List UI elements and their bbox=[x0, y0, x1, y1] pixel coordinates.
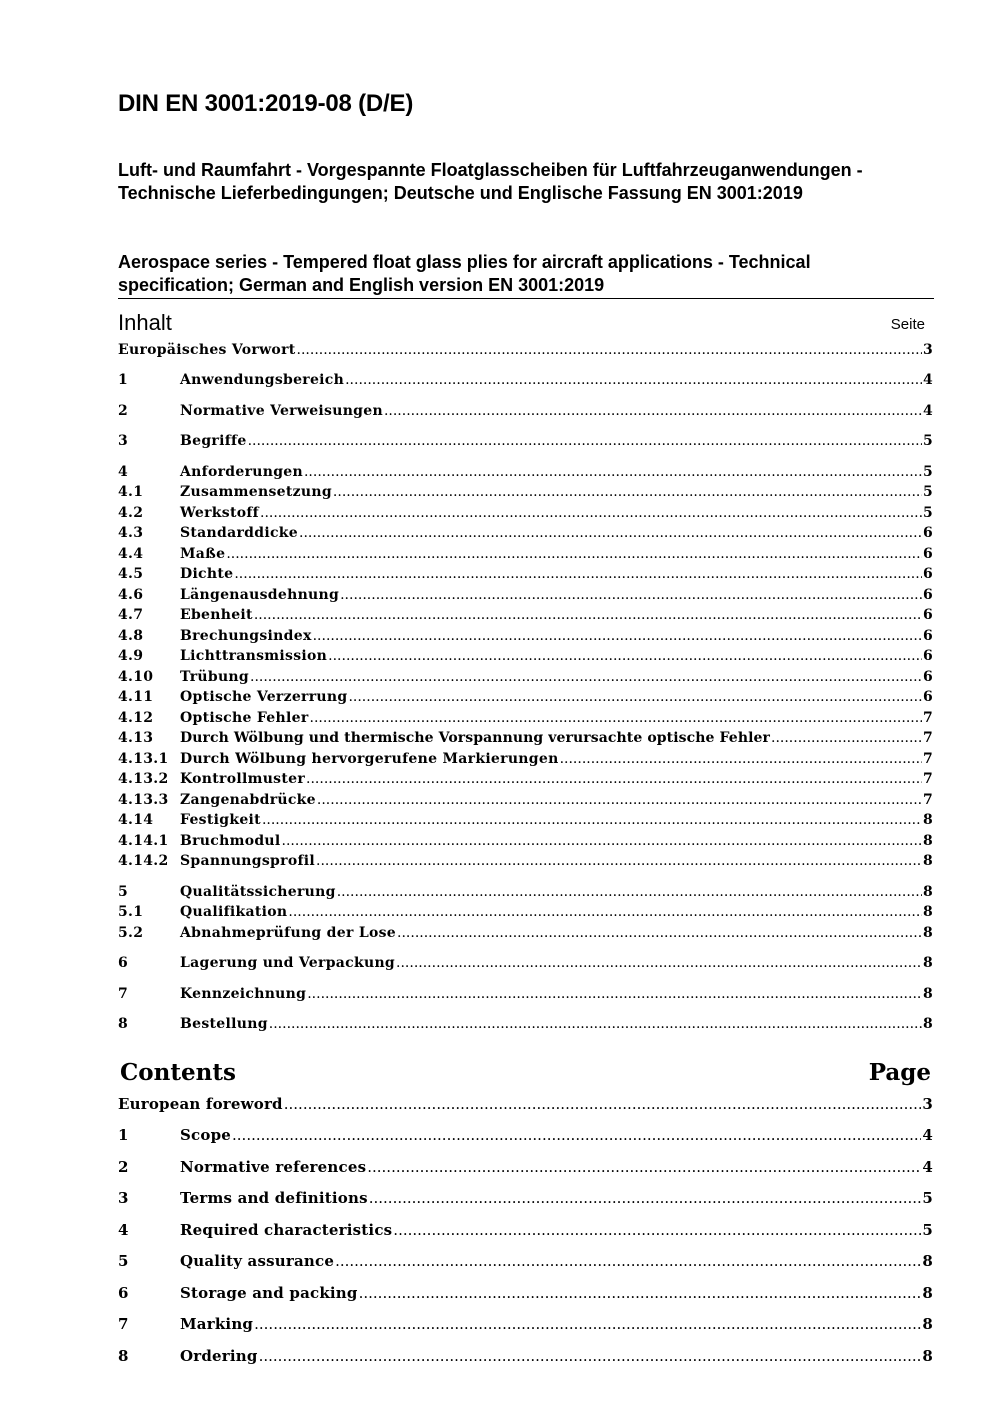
toc-entry-page: 7 bbox=[922, 751, 933, 767]
toc-entry-number: 4.14.2 bbox=[118, 853, 169, 869]
document-title: DIN EN 3001:2019-08 (D/E) bbox=[118, 90, 414, 117]
toc-entry-title: Brechungsindex bbox=[180, 628, 312, 644]
toc-entry-page: 8 bbox=[922, 904, 933, 920]
toc-entry-title: Optische Fehler bbox=[180, 710, 309, 726]
toc-entry[interactable] bbox=[118, 342, 933, 362]
toc-entry-title: Bestellung bbox=[180, 1016, 268, 1032]
toc-entry-page: 4 bbox=[922, 1126, 933, 1144]
toc-entry[interactable] bbox=[118, 546, 933, 566]
toc-entry-page: 8 bbox=[922, 1016, 933, 1032]
toc-entry-number: 5.1 bbox=[118, 904, 144, 920]
toc-entry-page: 3 bbox=[922, 1095, 933, 1113]
toc-entry[interactable] bbox=[118, 730, 933, 750]
toc-entry-number: 6 bbox=[118, 955, 129, 971]
toc-entry[interactable] bbox=[118, 648, 933, 668]
toc-entry-title: Begriffe bbox=[180, 433, 247, 449]
toc-entry[interactable] bbox=[118, 1189, 933, 1209]
toc-entry[interactable] bbox=[118, 484, 933, 504]
toc-entry[interactable] bbox=[118, 669, 933, 689]
toc-entry-title: Kontrollmuster bbox=[180, 771, 306, 787]
toc-entry-page: 8 bbox=[922, 833, 933, 849]
toc-leader-dots bbox=[254, 607, 922, 623]
toc-entry-page: 8 bbox=[922, 925, 933, 941]
toc-entry-title: Durch Wölbung hervorgerufene Markierungen bbox=[180, 751, 559, 767]
toc-leader-dots bbox=[771, 730, 922, 746]
toc-entry-page: 6 bbox=[922, 689, 933, 705]
toc-entry-number: 7 bbox=[118, 986, 129, 1002]
toc-entry-number: 3 bbox=[118, 1189, 129, 1207]
toc-entry-page: 6 bbox=[922, 607, 933, 623]
toc-leader-dots bbox=[369, 1189, 922, 1207]
toc-entry-number: 4 bbox=[118, 1221, 129, 1239]
toc-entry-title: Lichttransmission bbox=[180, 648, 328, 664]
toc-entry-page: 6 bbox=[922, 648, 933, 664]
toc-entry[interactable] bbox=[118, 812, 933, 832]
toc-entry[interactable] bbox=[118, 464, 933, 484]
toc-entry-title: Festigkeit bbox=[180, 812, 261, 828]
toc-entry-page: 7 bbox=[922, 771, 933, 787]
toc-entry-page: 6 bbox=[922, 669, 933, 685]
toc-entry-number: 8 bbox=[118, 1016, 129, 1032]
toc-leader-dots bbox=[359, 1284, 922, 1302]
toc-entry-title: Abnahmeprüfung der Lose bbox=[180, 925, 397, 941]
toc-entry[interactable] bbox=[118, 853, 933, 873]
toc-leader-dots bbox=[313, 628, 922, 644]
toc-entry[interactable] bbox=[118, 372, 933, 392]
toc-entry[interactable] bbox=[118, 525, 933, 545]
toc-entry-number: 4.6 bbox=[118, 587, 144, 603]
toc-entry[interactable] bbox=[118, 884, 933, 904]
toc-leader-dots bbox=[248, 433, 922, 449]
toc-leader-dots bbox=[232, 1126, 921, 1144]
toc-entry-number: 4.2 bbox=[118, 505, 144, 521]
toc-entry-title: Europäisches Vorwort bbox=[118, 342, 296, 358]
toc-entry-title: Werkstoff bbox=[180, 505, 259, 521]
toc-entry-number: 4.13.1 bbox=[118, 751, 169, 767]
toc-entry-number: 1 bbox=[118, 1126, 129, 1144]
toc-entry[interactable] bbox=[118, 505, 933, 525]
toc-entry-page: 8 bbox=[922, 986, 933, 1002]
toc-entry-number: 4.13.2 bbox=[118, 771, 169, 787]
toc-entry-number: 4.7 bbox=[118, 607, 144, 623]
toc-leader-dots bbox=[333, 484, 922, 500]
toc-leader-dots bbox=[254, 1315, 921, 1333]
toc-leader-dots bbox=[288, 904, 922, 920]
toc-entry-page: 7 bbox=[922, 710, 933, 726]
toc-entry-page: 6 bbox=[922, 628, 933, 644]
toc-leader-dots bbox=[226, 546, 922, 562]
toc-leader-dots bbox=[340, 587, 922, 603]
toc-leader-dots bbox=[234, 566, 922, 582]
toc-entry-title: Kennzeichnung bbox=[180, 986, 307, 1002]
toc-entry-page: 8 bbox=[922, 1252, 933, 1270]
toc-entry-title: Storage and packing bbox=[180, 1284, 358, 1302]
toc-leader-dots bbox=[297, 342, 922, 358]
toc-entry[interactable] bbox=[118, 433, 933, 453]
toc-entry-title: Bruchmodul bbox=[180, 833, 281, 849]
toc-entry[interactable] bbox=[118, 986, 933, 1006]
toc-entry-number: 4.11 bbox=[118, 689, 154, 705]
toc-entry-number: 4.9 bbox=[118, 648, 144, 664]
toc-entry-page: 6 bbox=[922, 525, 933, 541]
toc-entry-page: 8 bbox=[922, 1347, 933, 1365]
toc-leader-dots bbox=[259, 1347, 922, 1365]
toc-leader-dots bbox=[307, 986, 922, 1002]
toc-entry-title: Required characteristics bbox=[180, 1221, 393, 1239]
toc-entry[interactable] bbox=[118, 1016, 933, 1036]
toc-entry-page: 8 bbox=[922, 1284, 933, 1302]
toc-entry-number: 4.14 bbox=[118, 812, 154, 828]
toc-entry-number: 2 bbox=[118, 403, 129, 419]
toc-leader-dots bbox=[282, 833, 922, 849]
toc-entry[interactable] bbox=[118, 1284, 933, 1304]
toc-entry[interactable] bbox=[118, 751, 933, 771]
toc-entry[interactable] bbox=[118, 1252, 933, 1272]
toc-leader-dots bbox=[306, 771, 922, 787]
toc-entry[interactable] bbox=[118, 1221, 933, 1241]
toc-entry-number: 4.12 bbox=[118, 710, 154, 726]
toc-entry-title: Quality assurance bbox=[180, 1252, 335, 1270]
toc-de-page-label: Seite bbox=[890, 316, 925, 333]
toc-entry-number: 5 bbox=[118, 884, 129, 900]
toc-en-page-label: Page bbox=[868, 1059, 931, 1086]
header-divider bbox=[118, 298, 934, 299]
toc-entry[interactable] bbox=[118, 403, 933, 423]
toc-entry[interactable] bbox=[118, 1347, 933, 1367]
toc-entry-page: 8 bbox=[922, 955, 933, 971]
toc-entry[interactable] bbox=[118, 1158, 933, 1178]
toc-entry-number: 6 bbox=[118, 1284, 129, 1302]
toc-entry-page: 8 bbox=[922, 853, 933, 869]
toc-entry-page: 8 bbox=[922, 1315, 933, 1333]
toc-entry-number: 5.2 bbox=[118, 925, 144, 941]
toc-entry[interactable] bbox=[118, 1095, 933, 1115]
toc-entry-number: 3 bbox=[118, 433, 129, 449]
toc-entry-page: 6 bbox=[922, 587, 933, 603]
toc-entry-page: 8 bbox=[922, 812, 933, 828]
toc-entry-number: 4.5 bbox=[118, 566, 144, 582]
toc-leader-dots bbox=[262, 812, 922, 828]
toc-entry-title: Zangenabdrücke bbox=[180, 792, 316, 808]
toc-entry-page: 6 bbox=[922, 566, 933, 582]
toc-entry-number: 7 bbox=[118, 1315, 129, 1333]
toc-entry-title: Längenausdehnung bbox=[180, 587, 340, 603]
toc-leader-dots bbox=[250, 669, 922, 685]
toc-entry-title: Durch Wölbung und thermische Vorspannung verursachte optische Fehler bbox=[180, 730, 770, 746]
toc-leader-dots bbox=[328, 648, 922, 664]
toc-leader-dots bbox=[393, 1221, 921, 1239]
toc-leader-dots bbox=[337, 884, 922, 900]
toc-leader-dots bbox=[317, 792, 922, 808]
toc-entry-title: Spannungsprofil bbox=[180, 853, 316, 869]
toc-leader-dots bbox=[335, 1252, 921, 1270]
toc-entry-number: 2 bbox=[118, 1158, 129, 1176]
toc-entry-title: Lagerung und Verpackung bbox=[180, 955, 396, 971]
toc-entry-title: Standarddicke bbox=[180, 525, 298, 541]
toc-entry-number: 4.8 bbox=[118, 628, 144, 644]
toc-entry-page: 4 bbox=[922, 1158, 933, 1176]
toc-entry-title: Ordering bbox=[180, 1347, 258, 1365]
toc-entry[interactable] bbox=[118, 955, 933, 975]
toc-entry-title: Dichte bbox=[180, 566, 234, 582]
toc-entry-title: Normative references bbox=[180, 1158, 367, 1176]
toc-leader-dots bbox=[260, 505, 922, 521]
toc-entry-page: 4 bbox=[922, 372, 933, 388]
toc-entry-title: Anwendungsbereich bbox=[180, 372, 345, 388]
toc-entry[interactable] bbox=[118, 587, 933, 607]
toc-entry-title: Scope bbox=[180, 1126, 232, 1144]
toc-entry-title: Trübung bbox=[180, 669, 249, 685]
toc-entry-number: 8 bbox=[118, 1347, 129, 1365]
toc-leader-dots bbox=[304, 464, 922, 480]
toc-en-heading: Contents bbox=[120, 1059, 236, 1086]
toc-entry[interactable] bbox=[118, 904, 933, 924]
toc-leader-dots bbox=[269, 1016, 922, 1032]
toc-entry-page: 4 bbox=[922, 403, 933, 419]
toc-entry-page: 5 bbox=[922, 1221, 933, 1239]
toc-entry-number: 4.10 bbox=[118, 669, 154, 685]
toc-entry-page: 5 bbox=[922, 1189, 933, 1207]
toc-leader-dots bbox=[299, 525, 922, 541]
toc-entry-number: 4 bbox=[118, 464, 129, 480]
toc-entry[interactable] bbox=[118, 566, 933, 586]
toc-leader-dots bbox=[310, 710, 922, 726]
toc-entry[interactable] bbox=[118, 792, 933, 812]
toc-entry-title: Zusammensetzung bbox=[180, 484, 332, 500]
toc-leader-dots bbox=[367, 1158, 921, 1176]
toc-entry-number: 4.1 bbox=[118, 484, 144, 500]
toc-entry-page: 6 bbox=[922, 546, 933, 562]
toc-leader-dots bbox=[397, 925, 922, 941]
toc-entry-page: 5 bbox=[922, 484, 933, 500]
toc-entry[interactable] bbox=[118, 628, 933, 648]
toc-entry-title: Terms and definitions bbox=[180, 1189, 368, 1207]
title-german: Luft- und Raumfahrt - Vorgespannte Floatglasscheiben für Luftfahrzeuganwendungen - Technische Lieferbedingungen; Deutsche und Englische Fassung EN 3001:2019 bbox=[118, 160, 863, 203]
toc-leader-dots bbox=[560, 751, 922, 767]
toc-leader-dots bbox=[284, 1095, 922, 1113]
toc-entry-title: Maße bbox=[180, 546, 226, 562]
toc-entry[interactable] bbox=[118, 833, 933, 853]
toc-entry-title: Qualitätssicherung bbox=[180, 884, 336, 900]
toc-entry-page: 5 bbox=[922, 464, 933, 480]
toc-leader-dots bbox=[396, 955, 922, 971]
toc-de-heading: Inhalt bbox=[118, 310, 172, 335]
toc-entry-number: 4.3 bbox=[118, 525, 144, 541]
toc-entry-title: Anforderungen bbox=[180, 464, 303, 480]
toc-entry-page: 7 bbox=[922, 792, 933, 808]
toc-leader-dots bbox=[348, 689, 922, 705]
toc-leader-dots bbox=[384, 403, 922, 419]
toc-entry-number: 1 bbox=[118, 372, 129, 388]
toc-entry[interactable] bbox=[118, 710, 933, 730]
toc-entry-number: 4.13.3 bbox=[118, 792, 169, 808]
toc-entry[interactable] bbox=[118, 925, 933, 945]
toc-entry-title: Normative Verweisungen bbox=[180, 403, 383, 419]
toc-entry-title: European foreword bbox=[118, 1095, 283, 1113]
toc-entry-number: 4.4 bbox=[118, 546, 144, 562]
toc-entry-page: 5 bbox=[922, 505, 933, 521]
toc-entry[interactable] bbox=[118, 607, 933, 627]
toc-entry-page: 5 bbox=[922, 433, 933, 449]
toc-entry-title: Qualifikation bbox=[180, 904, 288, 920]
toc-entry-page: 7 bbox=[922, 730, 933, 746]
toc-entry[interactable] bbox=[118, 1126, 933, 1146]
toc-entry[interactable] bbox=[118, 689, 933, 709]
toc-entry[interactable] bbox=[118, 771, 933, 791]
toc-entry-number: 5 bbox=[118, 1252, 129, 1270]
toc-entry-title: Ebenheit bbox=[180, 607, 253, 623]
toc-entry-number: 4.13 bbox=[118, 730, 154, 746]
title-english: Aerospace series - Tempered float glass plies for aircraft applications - Technical specification; German and English version EN 3001:2019 bbox=[118, 252, 811, 295]
toc-leader-dots bbox=[316, 853, 922, 869]
toc-entry-page: 8 bbox=[922, 884, 933, 900]
toc-entry-page: 3 bbox=[922, 342, 933, 358]
toc-entry[interactable] bbox=[118, 1315, 933, 1335]
toc-entry-title: Marking bbox=[180, 1315, 254, 1333]
toc-entry-title: Optische Verzerrung bbox=[180, 689, 348, 705]
toc-leader-dots bbox=[345, 372, 922, 388]
toc-entry-number: 4.14.1 bbox=[118, 833, 169, 849]
